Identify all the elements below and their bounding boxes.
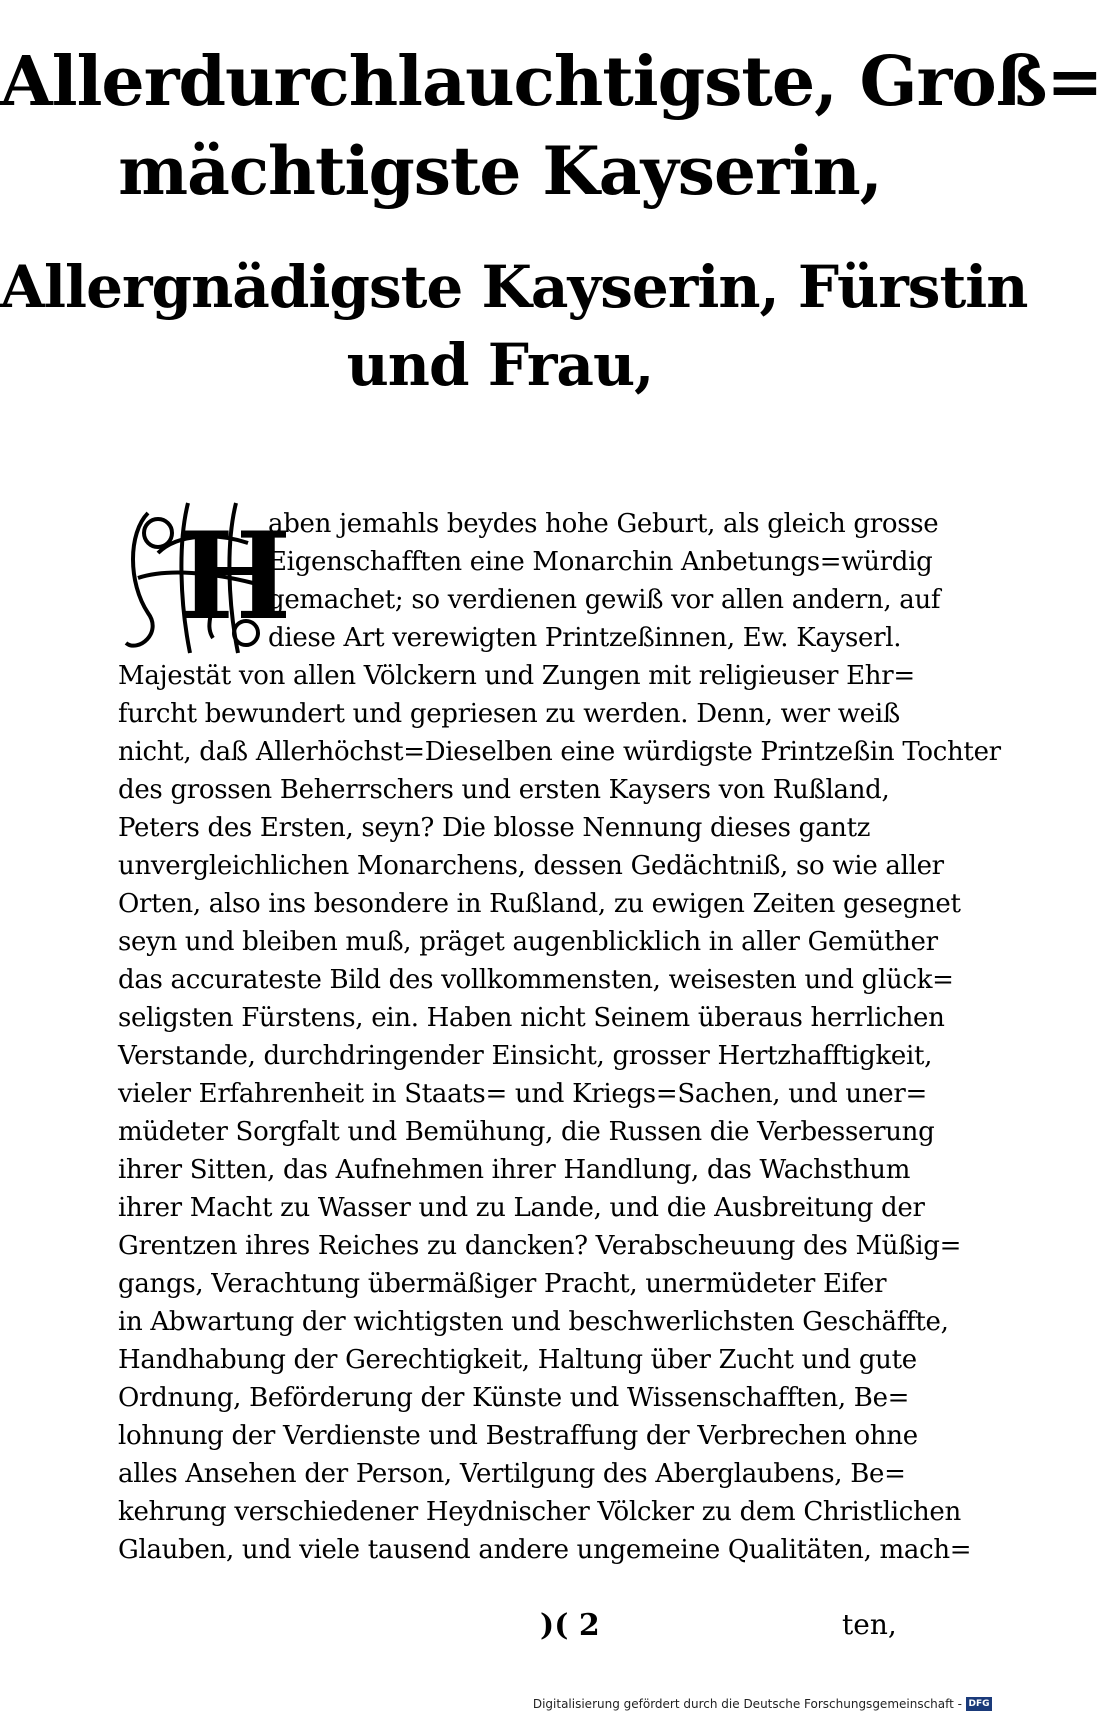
text-line-15: Verstande, durchdringender Einsicht, grosser Hertzhafftigkeit, — [118, 1041, 933, 1071]
body-text — [118, 505, 1001, 1569]
text-line-23: Handhabung der Gerechtigkeit, Haltung über Zucht und gute — [118, 1345, 917, 1375]
signature-mark: )( 2 — [540, 1608, 600, 1643]
text-line-13: das accurateste Bild des vollkommensten, weisesten und glück= — [118, 965, 954, 995]
text-line-18: ihrer Sitten, das Aufnehmen ihrer Handlung, das Wachsthum — [118, 1155, 911, 1185]
text-line-11: Orten, also ins besondere in Rußland, zu ewigen Zeiten gesegnet — [118, 889, 961, 919]
text-line-22: in Abwartung der wichtigsten und beschwerlichsten Geschäffte, — [118, 1307, 949, 1337]
page-footer — [0, 1608, 1000, 1652]
text-line-9: Peters des Ersten, seyn? Die blosse Nennung dieses gantz — [118, 813, 871, 843]
text-line-7: nicht, daß Allerhöchst=Dieselben eine würdigste Printzeßin Tochter — [118, 737, 1001, 767]
text-line-24: Ordnung, Beförderung der Künste und Wissenschafften, Be= — [118, 1383, 910, 1413]
dedication-heading — [0, 38, 1102, 399]
heading-line-1: Allerdurchlauchtigste, Groß= — [0, 42, 1102, 122]
text-line-14: seligsten Fürstens, ein. Haben nicht Seinem überaus herrlichen — [118, 1003, 945, 1033]
text-line-16: vieler Erfahrenheit in Staats= und Kriegs=Sachen, und uner= — [118, 1079, 928, 1109]
text-line-10: unvergleichlichen Monarchens, dessen Gedächtniß, so wie aller — [118, 851, 944, 881]
text-line-6: furcht bewundert und gepriesen zu werden. Denn, wer weiß — [118, 699, 900, 729]
heading-line-3: Allergnädigste Kayserin, Fürstin — [0, 253, 1028, 321]
text-line-21: gangs, Verachtung übermäßiger Pracht, unermüdeter Eifer — [118, 1269, 887, 1299]
text-line-4: diese Art verewigten Printzeßinnen, Ew. Kayserl. — [268, 623, 902, 653]
initial-letter: H — [178, 506, 292, 647]
decorated-initial-icon — [118, 493, 292, 663]
catchword: ten, — [842, 1608, 897, 1641]
text-line-20: Grentzen ihres Reiches zu dancken? Verabscheuung des Müßig= — [118, 1231, 962, 1261]
text-line-2: Eigenschafften eine Monarchin Anbetungs=würdig — [268, 547, 933, 577]
dfg-logo-icon: DFG — [966, 1697, 992, 1711]
text-line-8: des grossen Beherrschers und ersten Kaysers von Rußland, — [118, 775, 890, 805]
digitization-credit — [533, 1697, 992, 1711]
text-line-28: Glauben, und viele tausend andere ungemeine Qualitäten, mach= — [118, 1535, 972, 1565]
text-line-1: aben jemahls beydes hohe Geburt, als gleich grosse — [268, 509, 939, 539]
text-line-12: seyn und bleiben muß, präget augenblicklich in aller Gemüther — [118, 927, 938, 957]
text-line-17: müdeter Sorgfalt und Bemühung, die Russen die Verbesserung — [118, 1117, 935, 1147]
heading-line-2: mächtigste Kayserin, — [118, 132, 882, 210]
text-line-27: kehrung verschiedener Heydnischer Völcker zu dem Christlichen — [118, 1497, 961, 1527]
text-line-19: ihrer Macht zu Wasser und zu Lande, und die Ausbreitung der — [118, 1193, 925, 1223]
text-line-25: lohnung der Verdienste und Bestraffung der Verbrechen ohne — [118, 1421, 918, 1451]
heading-line-4: und Frau, — [346, 331, 654, 399]
credit-text: Digitalisierung gefördert durch die Deutsche Forschungsgemeinschaft - — [532, 1697, 962, 1711]
text-line-3: gemachet; so verdienen gewiß vor allen andern, auf — [268, 585, 941, 615]
text-line-26: alles Ansehen der Person, Vertilgung des Aberglaubens, Be= — [118, 1459, 906, 1489]
text-line-5: Majestät von allen Völckern und Zungen mit religieuser Ehr= — [118, 661, 915, 691]
